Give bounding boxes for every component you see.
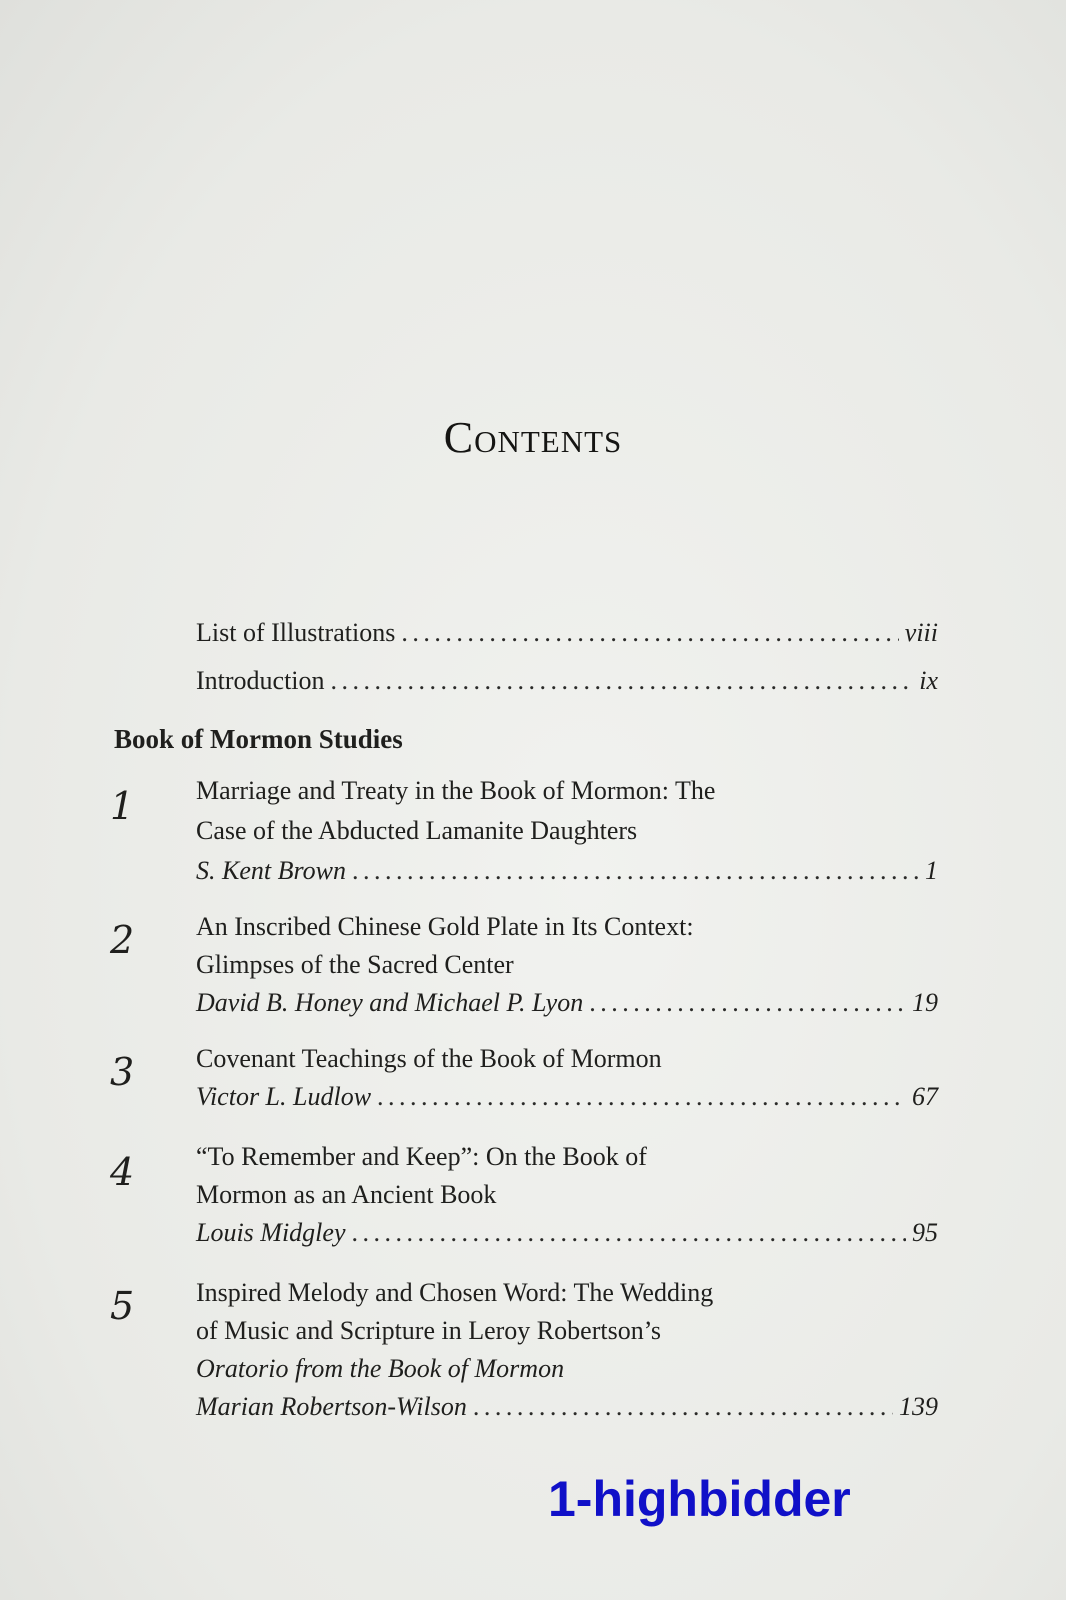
chapter-title-line: An Inscribed Chinese Gold Plate in Its Context:: [196, 912, 694, 941]
chapter-number: 5: [110, 1284, 135, 1328]
chapter-author-line: [196, 1078, 938, 1116]
chapter-title-line: Inspired Melody and Chosen Word: The Wedding: [196, 1278, 714, 1307]
toc-page-number: 1: [925, 856, 938, 885]
dot-leader: [352, 1214, 907, 1252]
chapter-author-line: [196, 1388, 938, 1426]
chapter-author: S. Kent Brown: [196, 856, 346, 885]
chapter-title-line: “To Remember and Keep”: On the Book of: [196, 1142, 647, 1171]
dot-leader: [473, 1388, 893, 1426]
toc-front-matter-illustrations: [196, 614, 938, 652]
section-heading: Book of Mormon Studies: [114, 724, 403, 754]
toc-page-number: 19: [912, 988, 938, 1017]
chapter-title-line: Mormon as an Ancient Book: [196, 1180, 497, 1209]
toc-front-matter-introduction: [196, 662, 938, 700]
chapter-author: David B. Honey and Michael P. Lyon: [196, 988, 584, 1017]
page-title: Contents: [443, 413, 623, 462]
toc-label: Introduction: [196, 666, 325, 695]
chapter-author-line: [196, 984, 938, 1022]
chapter-number: 4: [110, 1150, 135, 1194]
chapter-title-line: of Music and Scripture in Leroy Robertson’s: [196, 1316, 662, 1345]
chapter-author: Victor L. Ludlow: [196, 1082, 372, 1111]
seller-watermark: 1-highbidder: [548, 1471, 851, 1527]
toc-page-number: viii: [904, 618, 938, 647]
toc-label: List of Illustrations: [196, 618, 396, 647]
chapter-title-line: Marriage and Treaty in the Book of Mormon: The: [196, 776, 716, 805]
chapter-title-line: Case of the Abducted Lamanite Daughters: [196, 816, 638, 845]
chapter-author-line: [196, 852, 938, 890]
dot-leader: [589, 984, 906, 1022]
chapter-number: 3: [110, 1050, 135, 1094]
toc-page-number: 95: [912, 1218, 938, 1247]
chapter-author: Marian Robertson-Wilson: [196, 1392, 467, 1421]
dot-leader: [401, 614, 898, 652]
chapter-title-line: Glimpses of the Sacred Center: [196, 950, 514, 979]
chapter-number: 2: [110, 918, 135, 962]
toc-page-number: ix: [919, 666, 938, 695]
chapter-number: 1: [110, 784, 135, 828]
toc-page-number: 139: [899, 1392, 938, 1421]
chapter-title-italic-line: Oratorio from the Book of Mormon: [196, 1354, 565, 1383]
chapter-title-line: Covenant Teachings of the Book of Mormon: [196, 1044, 662, 1073]
dot-leader: [352, 852, 919, 890]
dot-leader: [331, 662, 914, 700]
chapter-author: Louis Midgley: [196, 1218, 346, 1247]
chapter-author-line: [196, 1214, 938, 1252]
toc-page-number: 67: [912, 1082, 938, 1111]
dot-leader: [377, 1078, 906, 1116]
